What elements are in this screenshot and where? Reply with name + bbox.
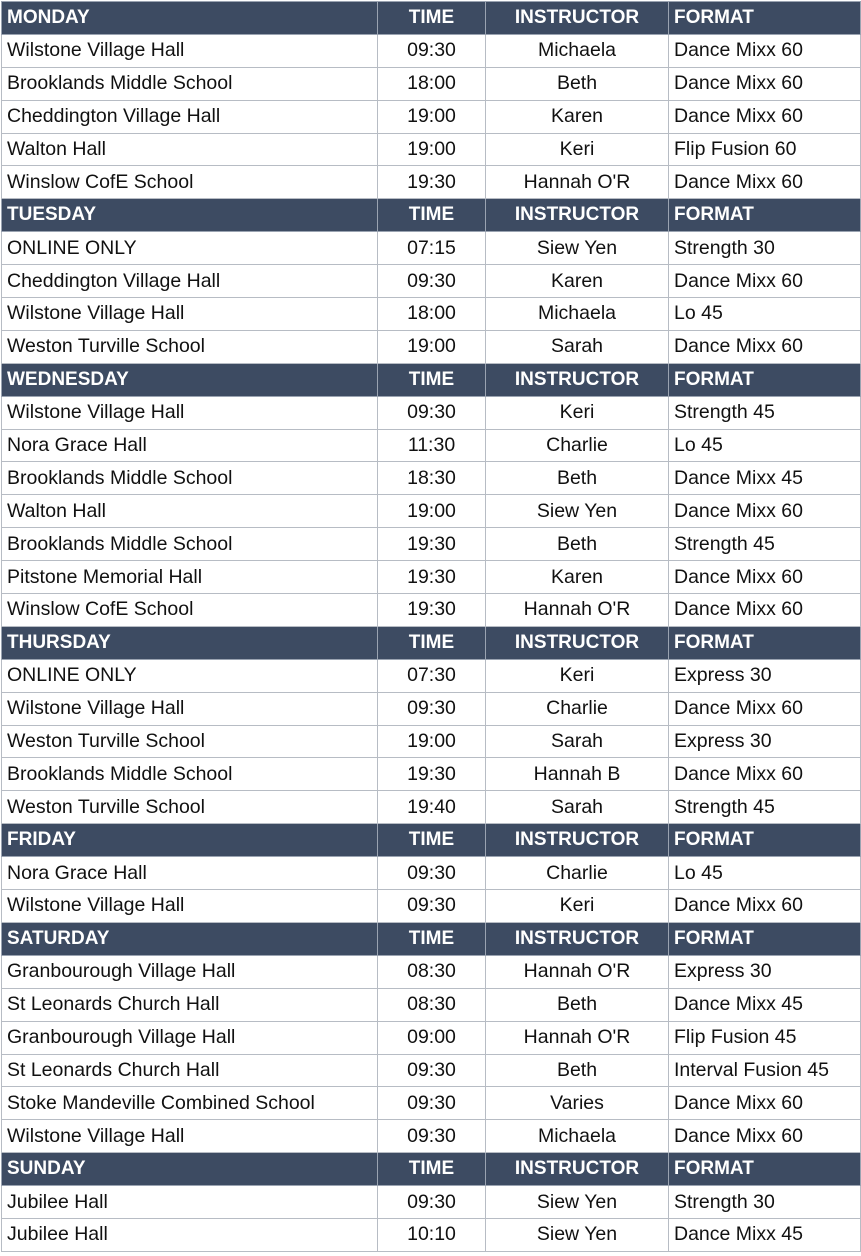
class-row <box>2 857 861 890</box>
format-cell: Dance Mixx 60 <box>669 166 861 199</box>
time-column-header: TIME <box>378 199 486 232</box>
instructor-cell: Michaela <box>486 1120 669 1153</box>
time-column-header: TIME <box>378 1153 486 1186</box>
day-header-row <box>2 824 861 857</box>
day-header-row <box>2 363 861 396</box>
time-cell: 19:30 <box>378 166 486 199</box>
time-cell: 09:30 <box>378 1054 486 1087</box>
time-column-header: TIME <box>378 2 486 35</box>
class-row <box>2 692 861 725</box>
class-row <box>2 988 861 1021</box>
venue-cell: Nora Grace Hall <box>2 429 378 462</box>
class-row <box>2 1021 861 1054</box>
class-row <box>2 133 861 166</box>
format-cell: Lo 45 <box>669 429 861 462</box>
format-cell: Express 30 <box>669 955 861 988</box>
venue-cell: Winslow CofE School <box>2 594 378 627</box>
class-row <box>2 298 861 331</box>
time-cell: 19:00 <box>378 133 486 166</box>
class-row <box>2 725 861 758</box>
class-row <box>2 495 861 528</box>
time-cell: 19:00 <box>378 100 486 133</box>
time-cell: 09:30 <box>378 1087 486 1120</box>
venue-cell: St Leonards Church Hall <box>2 1054 378 1087</box>
class-row <box>2 232 861 265</box>
instructor-cell: Siew Yen <box>486 1218 669 1251</box>
format-cell: Dance Mixx 60 <box>669 100 861 133</box>
class-row <box>2 1218 861 1251</box>
time-cell: 19:00 <box>378 330 486 363</box>
instructor-cell: Hannah O'R <box>486 955 669 988</box>
day-header-row <box>2 922 861 955</box>
time-cell: 19:00 <box>378 495 486 528</box>
time-cell: 09:30 <box>378 265 486 298</box>
venue-cell: Winslow CofE School <box>2 166 378 199</box>
time-cell: 19:30 <box>378 528 486 561</box>
instructor-cell: Keri <box>486 396 669 429</box>
time-cell: 07:15 <box>378 232 486 265</box>
venue-cell: Nora Grace Hall <box>2 857 378 890</box>
time-cell: 19:30 <box>378 594 486 627</box>
venue-cell: Wilstone Village Hall <box>2 298 378 331</box>
day-name: WEDNESDAY <box>2 363 378 396</box>
venue-cell: Brooklands Middle School <box>2 758 378 791</box>
instructor-cell: Hannah B <box>486 758 669 791</box>
instructor-cell: Hannah O'R <box>486 1021 669 1054</box>
class-row <box>2 1120 861 1153</box>
time-cell: 08:30 <box>378 988 486 1021</box>
day-name: SATURDAY <box>2 922 378 955</box>
instructor-cell: Sarah <box>486 330 669 363</box>
time-cell: 18:00 <box>378 67 486 100</box>
format-cell: Lo 45 <box>669 298 861 331</box>
format-cell: Strength 45 <box>669 791 861 824</box>
venue-cell: Walton Hall <box>2 495 378 528</box>
class-row <box>2 1087 861 1120</box>
venue-cell: Cheddington Village Hall <box>2 265 378 298</box>
venue-cell: Brooklands Middle School <box>2 528 378 561</box>
day-name: THURSDAY <box>2 626 378 659</box>
format-cell: Interval Fusion 45 <box>669 1054 861 1087</box>
venue-cell: St Leonards Church Hall <box>2 988 378 1021</box>
venue-cell: Granbourough Village Hall <box>2 1021 378 1054</box>
class-row <box>2 955 861 988</box>
format-column-header: FORMAT <box>669 363 861 396</box>
day-name: MONDAY <box>2 2 378 35</box>
instructor-cell: Hannah O'R <box>486 594 669 627</box>
format-cell: Dance Mixx 60 <box>669 34 861 67</box>
format-cell: Dance Mixx 60 <box>669 890 861 923</box>
venue-cell: ONLINE ONLY <box>2 232 378 265</box>
instructor-column-header: INSTRUCTOR <box>486 1153 669 1186</box>
class-row <box>2 659 861 692</box>
format-cell: Express 30 <box>669 659 861 692</box>
day-header-row <box>2 1153 861 1186</box>
time-cell: 09:30 <box>378 396 486 429</box>
class-row <box>2 265 861 298</box>
instructor-column-header: INSTRUCTOR <box>486 199 669 232</box>
time-cell: 09:30 <box>378 890 486 923</box>
format-cell: Dance Mixx 60 <box>669 330 861 363</box>
format-cell: Express 30 <box>669 725 861 758</box>
instructor-cell: Sarah <box>486 791 669 824</box>
class-row <box>2 34 861 67</box>
schedule-body <box>2 2 861 1252</box>
format-cell: Flip Fusion 60 <box>669 133 861 166</box>
instructor-cell: Hannah O'R <box>486 166 669 199</box>
venue-cell: Weston Turville School <box>2 791 378 824</box>
format-cell: Dance Mixx 60 <box>669 594 861 627</box>
format-cell: Dance Mixx 45 <box>669 462 861 495</box>
instructor-cell: Siew Yen <box>486 495 669 528</box>
time-cell: 19:40 <box>378 791 486 824</box>
instructor-cell: Keri <box>486 890 669 923</box>
instructor-column-header: INSTRUCTOR <box>486 922 669 955</box>
instructor-column-header: INSTRUCTOR <box>486 824 669 857</box>
instructor-column-header: INSTRUCTOR <box>486 626 669 659</box>
class-row <box>2 594 861 627</box>
format-column-header: FORMAT <box>669 824 861 857</box>
venue-cell: Weston Turville School <box>2 330 378 363</box>
time-cell: 19:30 <box>378 758 486 791</box>
venue-cell: Cheddington Village Hall <box>2 100 378 133</box>
instructor-cell: Varies <box>486 1087 669 1120</box>
time-cell: 18:00 <box>378 298 486 331</box>
time-cell: 10:10 <box>378 1218 486 1251</box>
format-cell: Lo 45 <box>669 857 861 890</box>
class-row <box>2 528 861 561</box>
time-column-header: TIME <box>378 824 486 857</box>
instructor-cell: Charlie <box>486 429 669 462</box>
venue-cell: ONLINE ONLY <box>2 659 378 692</box>
instructor-cell: Beth <box>486 67 669 100</box>
class-row <box>2 429 861 462</box>
format-cell: Dance Mixx 60 <box>669 67 861 100</box>
venue-cell: Brooklands Middle School <box>2 67 378 100</box>
class-schedule-table <box>1 1 861 1252</box>
day-name: SUNDAY <box>2 1153 378 1186</box>
time-column-header: TIME <box>378 922 486 955</box>
format-column-header: FORMAT <box>669 1153 861 1186</box>
time-cell: 18:30 <box>378 462 486 495</box>
day-name: FRIDAY <box>2 824 378 857</box>
time-cell: 09:30 <box>378 857 486 890</box>
instructor-column-header: INSTRUCTOR <box>486 2 669 35</box>
time-column-header: TIME <box>378 626 486 659</box>
format-cell: Dance Mixx 45 <box>669 988 861 1021</box>
class-row <box>2 462 861 495</box>
time-cell: 19:30 <box>378 561 486 594</box>
format-cell: Dance Mixx 60 <box>669 758 861 791</box>
instructor-cell: Keri <box>486 659 669 692</box>
instructor-cell: Michaela <box>486 298 669 331</box>
class-row <box>2 758 861 791</box>
instructor-cell: Karen <box>486 100 669 133</box>
venue-cell: Wilstone Village Hall <box>2 1120 378 1153</box>
time-cell: 19:00 <box>378 725 486 758</box>
format-cell: Dance Mixx 60 <box>669 1120 861 1153</box>
time-cell: 11:30 <box>378 429 486 462</box>
venue-cell: Brooklands Middle School <box>2 462 378 495</box>
instructor-cell: Karen <box>486 561 669 594</box>
time-cell: 08:30 <box>378 955 486 988</box>
venue-cell: Wilstone Village Hall <box>2 692 378 725</box>
time-cell: 09:00 <box>378 1021 486 1054</box>
instructor-cell: Karen <box>486 265 669 298</box>
instructor-column-header: INSTRUCTOR <box>486 363 669 396</box>
instructor-cell: Siew Yen <box>486 232 669 265</box>
format-column-header: FORMAT <box>669 922 861 955</box>
format-cell: Dance Mixx 60 <box>669 692 861 725</box>
format-cell: Strength 45 <box>669 396 861 429</box>
instructor-cell: Beth <box>486 988 669 1021</box>
class-row <box>2 396 861 429</box>
instructor-cell: Sarah <box>486 725 669 758</box>
format-column-header: FORMAT <box>669 626 861 659</box>
time-cell: 09:30 <box>378 1120 486 1153</box>
venue-cell: Jubilee Hall <box>2 1186 378 1219</box>
format-cell: Dance Mixx 60 <box>669 1087 861 1120</box>
venue-cell: Wilstone Village Hall <box>2 890 378 923</box>
instructor-cell: Beth <box>486 528 669 561</box>
instructor-cell: Charlie <box>486 692 669 725</box>
format-cell: Dance Mixx 45 <box>669 1218 861 1251</box>
instructor-cell: Michaela <box>486 34 669 67</box>
class-row <box>2 1054 861 1087</box>
venue-cell: Stoke Mandeville Combined School <box>2 1087 378 1120</box>
class-row <box>2 67 861 100</box>
format-cell: Dance Mixx 60 <box>669 265 861 298</box>
instructor-cell: Charlie <box>486 857 669 890</box>
venue-cell: Walton Hall <box>2 133 378 166</box>
format-cell: Strength 30 <box>669 1186 861 1219</box>
venue-cell: Pitstone Memorial Hall <box>2 561 378 594</box>
class-row <box>2 890 861 923</box>
venue-cell: Wilstone Village Hall <box>2 396 378 429</box>
format-cell: Strength 30 <box>669 232 861 265</box>
day-name: TUESDAY <box>2 199 378 232</box>
class-row <box>2 791 861 824</box>
format-cell: Strength 45 <box>669 528 861 561</box>
format-cell: Dance Mixx 60 <box>669 495 861 528</box>
time-cell: 09:30 <box>378 692 486 725</box>
day-header-row <box>2 199 861 232</box>
class-row <box>2 100 861 133</box>
day-header-row <box>2 626 861 659</box>
venue-cell: Jubilee Hall <box>2 1218 378 1251</box>
instructor-cell: Keri <box>486 133 669 166</box>
venue-cell: Granbourough Village Hall <box>2 955 378 988</box>
format-column-header: FORMAT <box>669 199 861 232</box>
format-column-header: FORMAT <box>669 2 861 35</box>
class-row <box>2 166 861 199</box>
instructor-cell: Beth <box>486 1054 669 1087</box>
format-cell: Dance Mixx 60 <box>669 561 861 594</box>
day-header-row <box>2 2 861 35</box>
class-row <box>2 1186 861 1219</box>
instructor-cell: Beth <box>486 462 669 495</box>
time-cell: 07:30 <box>378 659 486 692</box>
time-column-header: TIME <box>378 363 486 396</box>
instructor-cell: Siew Yen <box>486 1186 669 1219</box>
venue-cell: Wilstone Village Hall <box>2 34 378 67</box>
format-cell: Flip Fusion 45 <box>669 1021 861 1054</box>
class-row <box>2 330 861 363</box>
time-cell: 09:30 <box>378 1186 486 1219</box>
venue-cell: Weston Turville School <box>2 725 378 758</box>
time-cell: 09:30 <box>378 34 486 67</box>
class-row <box>2 561 861 594</box>
